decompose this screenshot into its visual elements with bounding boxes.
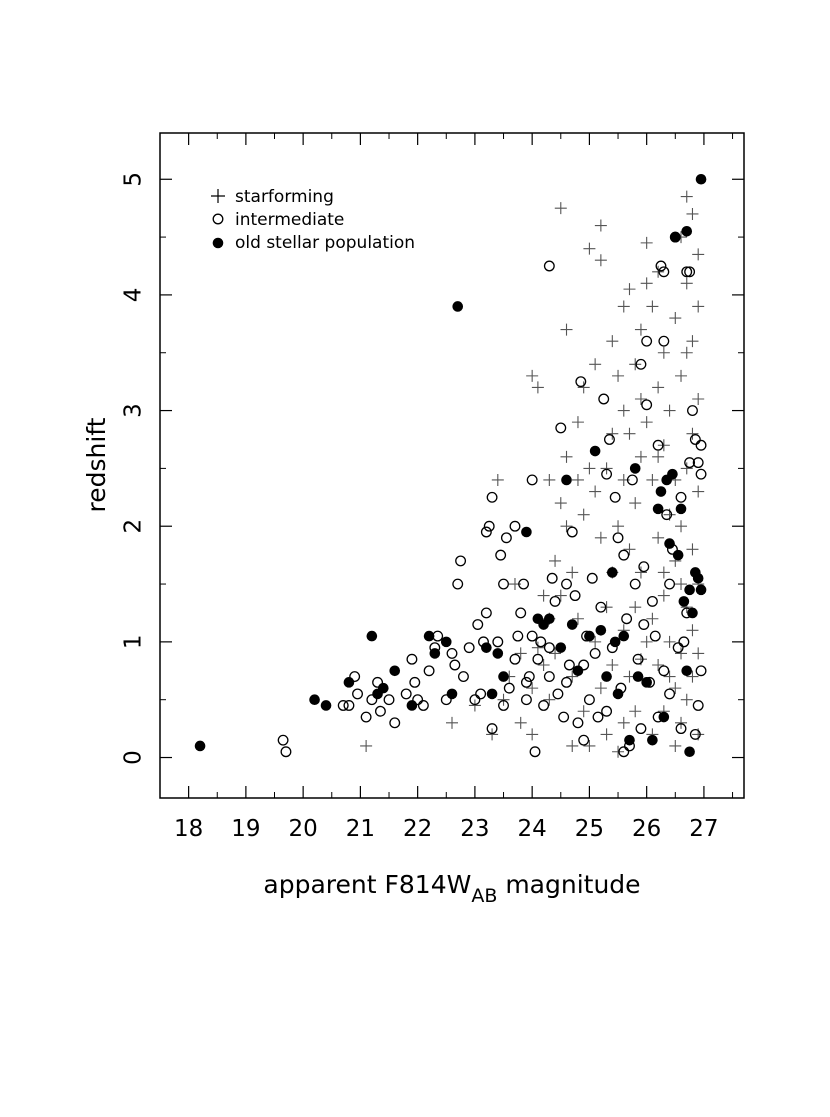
point-starforming	[538, 590, 550, 602]
point-starforming	[606, 659, 618, 671]
point-starforming	[578, 509, 590, 521]
point-intermediate	[464, 643, 474, 653]
point-starforming	[532, 642, 544, 654]
point-intermediate	[579, 735, 589, 745]
point-old-stellar-population	[378, 683, 389, 694]
point-intermediate	[527, 475, 537, 485]
point-old-stellar-population	[481, 642, 492, 653]
point-starforming	[612, 370, 624, 382]
point-starforming	[595, 532, 607, 544]
point-starforming	[646, 474, 658, 486]
point-starforming	[629, 705, 641, 717]
x-tick-label: 26	[632, 816, 662, 842]
point-starforming	[583, 740, 595, 752]
point-starforming	[595, 220, 607, 232]
legend-label: starforming	[235, 187, 334, 207]
point-intermediate	[587, 573, 597, 583]
point-old-stellar-population	[618, 631, 629, 642]
point-starforming	[515, 717, 527, 729]
x-tick-label: 25	[574, 816, 605, 842]
point-starforming	[595, 254, 607, 266]
point-intermediate	[613, 533, 623, 543]
point-old-stellar-population	[681, 665, 692, 676]
point-starforming	[555, 202, 567, 214]
point-intermediate	[642, 336, 652, 346]
point-intermediate	[688, 406, 698, 416]
x-tick-label: 19	[231, 816, 261, 842]
point-starforming	[555, 497, 567, 509]
point-old-stellar-population	[647, 735, 658, 746]
point-old-stellar-population	[521, 527, 532, 538]
point-intermediate	[573, 718, 583, 728]
point-intermediate	[650, 631, 660, 641]
point-starforming	[686, 335, 698, 347]
point-old-stellar-population	[667, 469, 678, 480]
point-old-stellar-population	[441, 637, 452, 648]
point-starforming	[572, 474, 584, 486]
point-intermediate	[344, 701, 354, 711]
point-intermediate	[524, 672, 534, 682]
legend	[211, 187, 415, 253]
point-intermediate	[522, 678, 532, 688]
point-intermediate	[473, 620, 483, 630]
point-old-stellar-population	[498, 671, 509, 682]
legend-label: old stellar population	[235, 233, 416, 253]
y-tick-label: 5	[120, 171, 147, 187]
point-intermediate	[456, 556, 466, 566]
point-old-stellar-population	[430, 648, 441, 659]
point-intermediate	[602, 706, 612, 716]
point-starforming	[629, 601, 641, 613]
point-starforming	[538, 659, 550, 671]
point-starforming	[566, 566, 578, 578]
point-intermediate	[487, 493, 497, 503]
x-tick-label: 18	[173, 816, 204, 842]
point-intermediate	[353, 689, 363, 699]
legend-label: intermediate	[235, 210, 345, 230]
point-intermediate	[562, 678, 572, 688]
point-intermediate	[493, 637, 503, 647]
point-old-stellar-population	[344, 677, 355, 688]
x-axis-title-subscript: AB	[471, 885, 498, 907]
point-starforming	[635, 566, 647, 578]
point-starforming	[360, 740, 372, 752]
point-starforming	[589, 486, 601, 498]
point-intermediate	[562, 579, 572, 589]
point-starforming	[681, 277, 693, 289]
point-old-stellar-population	[321, 700, 332, 711]
point-old-stellar-population	[696, 174, 707, 185]
point-intermediate	[513, 631, 523, 641]
point-intermediate	[567, 527, 577, 537]
legend-item-intermediate	[213, 210, 344, 230]
point-starforming	[589, 358, 601, 370]
point-old-stellar-population	[367, 631, 378, 642]
point-starforming	[623, 543, 635, 555]
point-starforming	[652, 659, 664, 671]
point-intermediate	[545, 643, 555, 653]
point-old-stellar-population	[424, 631, 435, 642]
point-starforming	[658, 566, 670, 578]
point-starforming	[692, 300, 704, 312]
point-old-stellar-population	[630, 463, 641, 474]
point-starforming	[561, 451, 573, 463]
point-intermediate	[527, 631, 537, 641]
point-intermediate	[545, 672, 555, 682]
point-starforming	[635, 451, 647, 463]
point-starforming	[686, 543, 698, 555]
point-old-stellar-population	[684, 746, 695, 757]
point-intermediate	[516, 608, 526, 618]
point-starforming	[675, 370, 687, 382]
point-intermediate	[453, 579, 463, 589]
x-axis-title-suffix: magnitude	[505, 870, 641, 899]
point-starforming	[652, 381, 664, 393]
point-intermediate	[447, 649, 457, 659]
x-tick-label: 22	[403, 816, 433, 842]
x-tick-label: 20	[288, 816, 318, 842]
point-intermediate	[376, 706, 386, 716]
point-old-stellar-population	[493, 648, 504, 659]
point-intermediate	[665, 579, 675, 589]
point-intermediate	[610, 493, 620, 503]
point-intermediate	[482, 527, 492, 537]
x-tick-label: 24	[517, 816, 547, 842]
point-intermediate	[338, 701, 348, 711]
point-starforming	[526, 370, 538, 382]
point-starforming	[681, 347, 693, 359]
point-intermediate	[642, 400, 652, 410]
point-old-stellar-population	[633, 671, 644, 682]
point-starforming	[669, 740, 681, 752]
point-intermediate	[482, 608, 492, 618]
point-intermediate	[401, 689, 411, 699]
y-tick-label: 3	[120, 403, 147, 418]
point-starforming	[526, 728, 538, 740]
point-starforming	[629, 497, 641, 509]
point-intermediate	[599, 394, 609, 404]
point-old-stellar-population	[687, 608, 698, 619]
point-starforming	[658, 590, 670, 602]
point-starforming	[595, 682, 607, 694]
point-old-stellar-population	[659, 712, 670, 723]
point-starforming	[652, 532, 664, 544]
x-axis-title	[263, 870, 640, 907]
point-old-stellar-population	[693, 573, 704, 584]
point-starforming	[623, 428, 635, 440]
point-intermediate	[539, 701, 549, 711]
point-starforming	[561, 520, 573, 532]
point-starforming	[623, 283, 635, 295]
point-old-stellar-population	[681, 226, 692, 237]
x-tick-label: 21	[345, 816, 376, 842]
point-starforming	[686, 624, 698, 636]
point-starforming	[652, 451, 664, 463]
point-intermediate	[504, 683, 514, 693]
point-old-stellar-population	[555, 642, 566, 653]
point-old-stellar-population	[607, 567, 618, 578]
point-intermediate	[585, 695, 595, 705]
legend-item-starforming	[211, 187, 334, 207]
point-starforming	[555, 590, 567, 602]
point-starforming	[669, 312, 681, 324]
point-starforming	[515, 647, 527, 659]
point-old-stellar-population	[664, 538, 675, 549]
point-intermediate	[278, 735, 288, 745]
point-starforming	[681, 191, 693, 203]
point-intermediate	[619, 550, 629, 560]
point-intermediate	[659, 666, 669, 676]
point-starforming	[606, 428, 618, 440]
point-starforming	[641, 277, 653, 289]
point-starforming	[635, 393, 647, 405]
point-intermediate	[459, 672, 469, 682]
x-axis-title-main: apparent F814W	[263, 870, 472, 899]
point-intermediate	[547, 573, 557, 583]
point-intermediate	[696, 440, 706, 450]
point-starforming	[566, 740, 578, 752]
point-intermediate	[696, 469, 706, 479]
point-starforming	[641, 416, 653, 428]
point-starforming	[658, 347, 670, 359]
point-intermediate	[410, 678, 420, 688]
point-old-stellar-population	[452, 301, 463, 312]
point-old-stellar-population	[487, 689, 498, 700]
point-old-stellar-population	[584, 631, 595, 642]
point-starforming	[692, 486, 704, 498]
legend-item-old-stellar-population	[213, 233, 415, 253]
legend-marker-filled-circle	[213, 238, 224, 249]
point-starforming	[635, 324, 647, 336]
point-starforming	[561, 324, 573, 336]
point-starforming	[618, 717, 630, 729]
point-intermediate	[450, 660, 460, 670]
y-axis-title: redshift	[82, 417, 111, 513]
point-intermediate	[407, 654, 417, 664]
point-intermediate	[499, 579, 509, 589]
point-old-stellar-population	[684, 585, 695, 596]
point-intermediate	[545, 261, 555, 271]
point-intermediate	[593, 712, 603, 722]
point-starforming	[492, 474, 504, 486]
point-intermediate	[550, 597, 560, 607]
point-old-stellar-population	[573, 665, 584, 676]
point-starforming	[532, 381, 544, 393]
point-intermediate	[676, 493, 686, 503]
point-intermediate	[510, 521, 520, 531]
point-intermediate	[570, 591, 580, 601]
point-starforming	[583, 462, 595, 474]
point-old-stellar-population	[195, 741, 206, 752]
point-starforming	[572, 416, 584, 428]
point-old-stellar-population	[601, 671, 612, 682]
point-old-stellar-population	[407, 700, 418, 711]
point-starforming	[618, 300, 630, 312]
point-intermediate	[630, 579, 640, 589]
point-old-stellar-population	[656, 486, 667, 497]
point-intermediate	[281, 747, 291, 757]
point-old-stellar-population	[641, 677, 652, 688]
point-starforming	[686, 428, 698, 440]
point-intermediate	[533, 654, 543, 664]
point-intermediate	[530, 747, 540, 757]
point-old-stellar-population	[676, 504, 687, 515]
point-intermediate	[476, 689, 486, 699]
point-old-stellar-population	[679, 596, 690, 607]
point-starforming	[618, 405, 630, 417]
point-old-stellar-population	[624, 735, 635, 746]
point-starforming	[692, 393, 704, 405]
point-starforming	[612, 520, 624, 532]
point-old-stellar-population	[673, 550, 684, 561]
y-tick-label: 0	[120, 750, 147, 765]
point-old-stellar-population	[613, 689, 624, 700]
point-starforming	[446, 717, 458, 729]
point-starforming	[681, 462, 693, 474]
legend-marker-plus	[211, 189, 225, 203]
point-intermediate	[679, 637, 689, 647]
point-old-stellar-population	[309, 694, 320, 705]
point-intermediate	[484, 521, 494, 531]
legend-marker-open-circle	[213, 214, 223, 224]
point-starforming	[601, 728, 613, 740]
point-intermediate	[496, 550, 506, 560]
point-starforming	[686, 208, 698, 220]
y-tick-label: 2	[120, 518, 147, 534]
point-old-stellar-population	[610, 637, 621, 648]
point-intermediate	[639, 620, 649, 630]
x-axis-title-spacer	[497, 870, 505, 899]
point-intermediate	[693, 701, 703, 711]
point-old-stellar-population	[670, 232, 681, 243]
point-intermediate	[696, 666, 706, 676]
point-starforming	[583, 243, 595, 255]
data-points	[195, 174, 707, 758]
point-intermediate	[522, 695, 532, 705]
point-old-stellar-population	[653, 504, 664, 515]
point-intermediate	[559, 712, 569, 722]
point-old-stellar-population	[596, 625, 607, 636]
point-intermediate	[390, 718, 400, 728]
point-starforming	[675, 520, 687, 532]
point-old-stellar-population	[696, 585, 707, 596]
point-starforming	[692, 248, 704, 260]
point-old-stellar-population	[561, 475, 572, 486]
point-intermediate	[636, 724, 646, 734]
point-starforming	[681, 694, 693, 706]
x-tick-label: 27	[689, 816, 719, 842]
point-intermediate	[665, 689, 675, 699]
point-starforming	[578, 381, 590, 393]
point-old-stellar-population	[590, 446, 601, 457]
point-starforming	[664, 405, 676, 417]
point-intermediate	[384, 695, 394, 705]
point-starforming	[641, 237, 653, 249]
point-starforming	[526, 682, 538, 694]
point-intermediate	[361, 712, 371, 722]
point-starforming	[675, 647, 687, 659]
point-intermediate	[622, 614, 632, 624]
point-starforming	[543, 474, 555, 486]
point-intermediate	[502, 533, 512, 543]
point-intermediate	[659, 336, 669, 346]
point-starforming	[664, 671, 676, 683]
point-old-stellar-population	[447, 689, 458, 700]
point-starforming	[549, 555, 561, 567]
point-intermediate	[510, 654, 520, 664]
point-intermediate	[648, 597, 658, 607]
point-starforming	[669, 682, 681, 694]
point-intermediate	[556, 423, 566, 433]
point-intermediate	[590, 649, 600, 659]
point-old-stellar-population	[389, 665, 400, 676]
point-starforming	[578, 705, 590, 717]
point-old-stellar-population	[567, 619, 578, 630]
point-intermediate	[419, 701, 429, 711]
point-intermediate	[424, 666, 434, 676]
point-old-stellar-population	[544, 613, 555, 624]
point-starforming	[646, 300, 658, 312]
x-tick-label: 23	[460, 816, 490, 842]
point-starforming	[692, 647, 704, 659]
point-intermediate	[553, 689, 563, 699]
y-tick-label: 1	[120, 634, 147, 650]
y-tick-label: 4	[120, 287, 147, 303]
point-intermediate	[565, 660, 575, 670]
point-starforming	[606, 335, 618, 347]
